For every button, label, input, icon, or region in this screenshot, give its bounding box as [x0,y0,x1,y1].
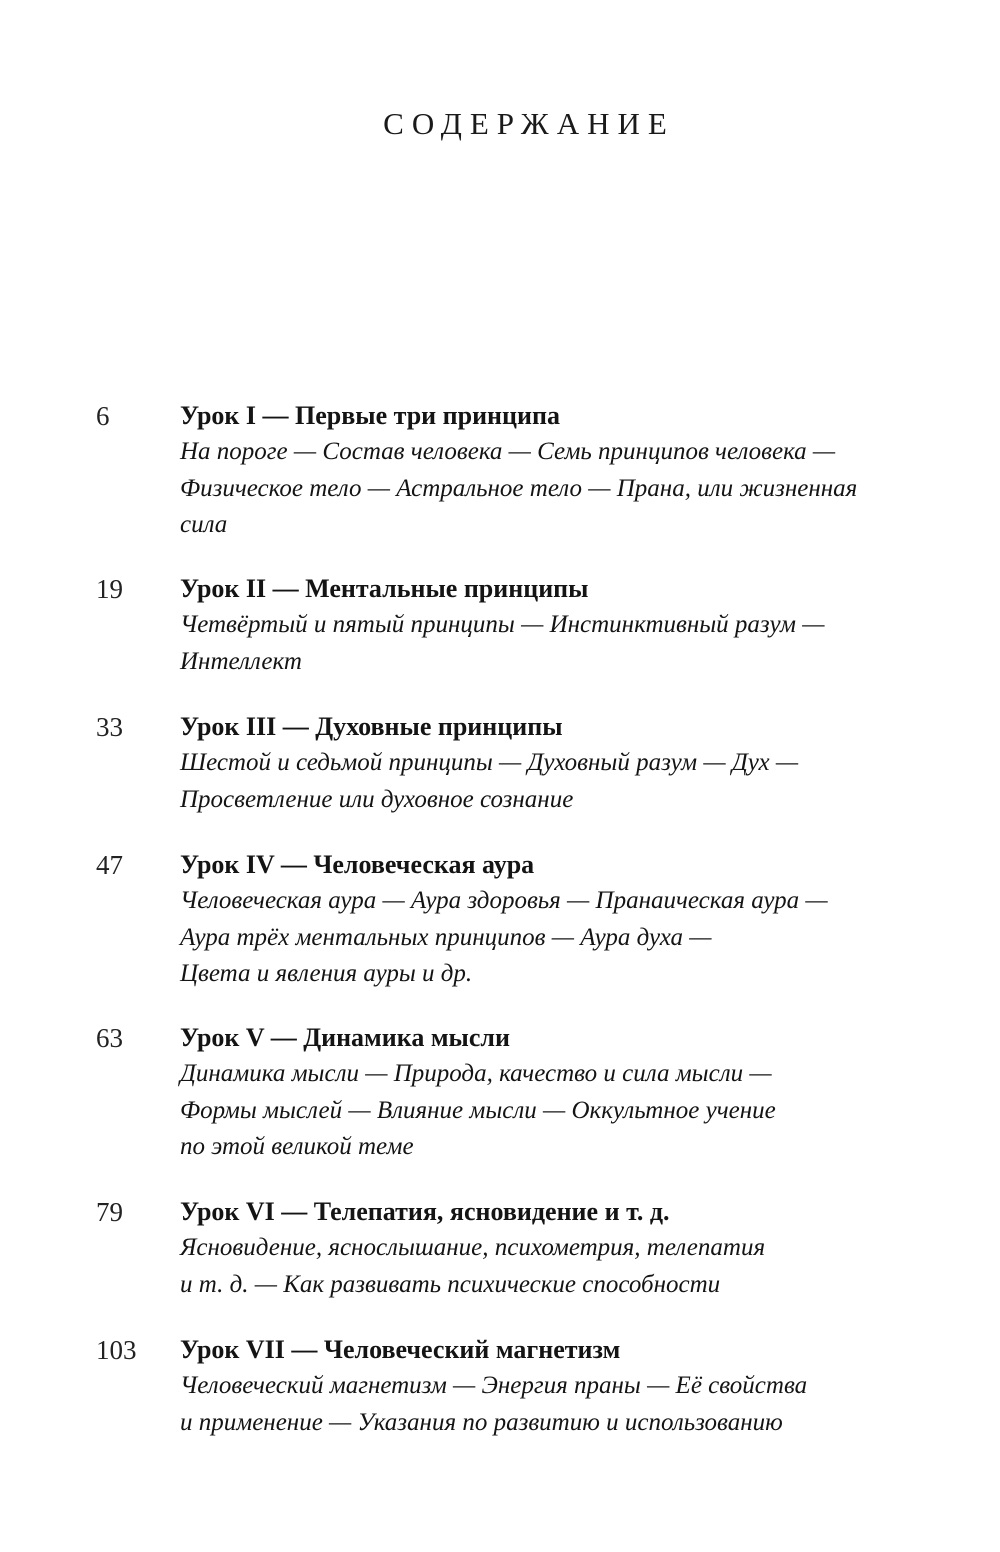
description-line: Шестой и седьмой принципы — Духовный разум — Дух — [180,749,799,776]
description-line: и т. д. — Как развивать психические способности [180,1270,721,1298]
description-line: по этой великой теме [180,1133,414,1160]
page-number: 63 [96,1023,123,1053]
lesson-title: Урок V — Динамика мысли [180,1023,510,1052]
entry-body [180,1194,970,1303]
description-line: Человеческая аура — Аура здоровья — Пранаическая аура — [180,887,828,914]
description-line: Просветление или духовное сознание [180,785,574,813]
lesson-description [180,434,970,544]
lesson-title: Урок II — Ментальные принципы [180,574,589,603]
lesson-description [180,1230,970,1303]
description-line: Формы мыслей — Влияние мысли — Оккультное учение [180,1096,776,1124]
description-line: сила [180,511,228,538]
entry-body [180,1020,970,1166]
page-number: 103 [96,1335,137,1365]
lesson-title: Урок III — Духовные принципы [180,712,563,741]
page-number: 19 [96,574,123,604]
entry-body [180,398,970,544]
description-line: Человеческий магнетизм — Энергия праны — Её свойства [180,1372,808,1399]
lesson-title: Урок I — Первые три принципа [180,401,560,430]
entry-body [180,571,970,680]
lesson-description [180,607,970,680]
description-line: На пороге — Состав человека — Семь принципов человека — [180,438,836,465]
lesson-title: Урок IV — Человеческая аура [180,850,535,879]
entry-body [180,847,970,993]
description-line: Физическое тело — Астральное тело — Прана, или жизненная [180,474,858,502]
page-number: 79 [96,1197,123,1227]
lesson-description [180,883,970,993]
lesson-title: Урок VI — Телепатия, ясновидение и т. д. [180,1197,670,1226]
entry-body [180,1332,970,1441]
description-line: Ясновидение, яснослышание, психометрия, телепатия [180,1234,766,1261]
page-number: 47 [96,850,123,880]
page-number: 6 [96,401,110,431]
description-line: Аура трёх ментальных принципов — Аура духа — [180,923,712,951]
lesson-title: Урок VII — Человеческий магнетизм [180,1335,621,1364]
description-line: Цвета и явления ауры и др. [180,960,473,987]
lesson-description [180,1368,970,1441]
description-line: Интеллект [180,647,302,675]
page-title: СОДЕРЖАНИЕ [383,106,675,141]
description-line: Динамика мысли — Природа, качество и сила мысли — [180,1060,772,1087]
lesson-description [180,745,970,818]
description-line: Четвёртый и пятый принципы — Инстинктивный разум — [180,611,825,638]
entry-body [180,709,970,818]
description-line: и применение — Указания по развитию и использованию [180,1408,783,1436]
lesson-description [180,1056,970,1166]
page-number: 33 [96,712,123,742]
